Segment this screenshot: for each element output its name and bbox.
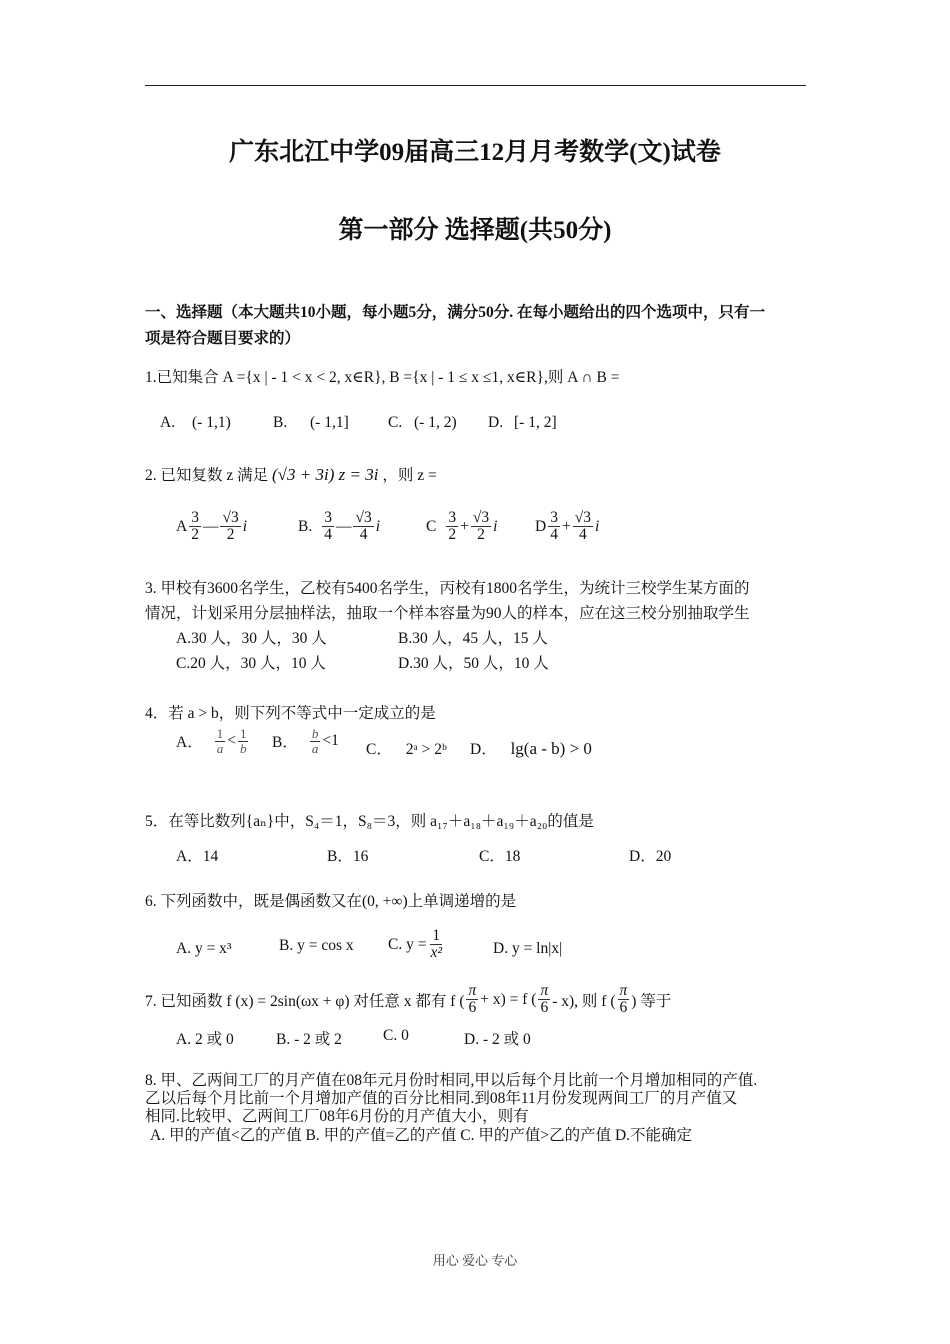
- q2-a-i: i: [242, 517, 248, 535]
- q3-option-d: D.30 人，50 人，10 人: [398, 655, 549, 672]
- q2-label-c: C: [426, 517, 437, 535]
- q4-b-lt1: <1: [322, 732, 339, 750]
- q2-d-frac1: $\frac{3}{4}$: [550, 509, 558, 544]
- question-3-line1: 3. 甲校有3600名学生，乙校有5400名学生，丙校有1800名学生，为统计三校学生某方面的: [145, 580, 750, 597]
- q2-label-a: A: [176, 517, 188, 535]
- question-3-line2: 情况，计划采用分层抽样法，抽取一个样本容量为90人的样本，应在这三校分别抽取学生: [145, 605, 750, 622]
- q7-stem-part3: - x), 则 f (: [552, 992, 616, 1010]
- q7-option-b: B. - 2 或 2: [276, 1031, 342, 1048]
- q2-stem-tail: ，则 z =: [382, 467, 437, 484]
- q5-option-b: B．16: [327, 848, 369, 865]
- q2-a-frac2: $\frac{√3}{2}$: [222, 509, 239, 544]
- q4-b-frac: $\frac{b}{a}$: [311, 726, 319, 756]
- q2-c-frac1: $\frac{3}{2}$: [448, 509, 457, 544]
- q5-option-c: C．18: [479, 848, 521, 865]
- q2-b-i: i: [375, 517, 381, 535]
- q1-label-a: A.: [160, 414, 176, 431]
- q1-option-c: (- 1, 2): [414, 414, 457, 431]
- q2-b-minus: —: [335, 517, 352, 535]
- q6-option-c: [388, 928, 446, 962]
- section-instruction-line2: 项是符合题目要求的）: [145, 330, 301, 347]
- q4-d-expr: lg(a - b) > 0: [510, 739, 592, 758]
- q4-option-c: [366, 737, 447, 759]
- question-2-stem: [145, 463, 437, 485]
- q7-stem-part1: 7. 已知函数 f (x) = 2sin(ωx + φ) 对任意 x 都有 f (: [145, 992, 465, 1010]
- q6-c-frac: $\frac{1}{\text{x²}}$: [430, 927, 442, 962]
- question-8-line3: 相同.比较甲、乙两间工厂08年6月份的月产值大小，则有: [145, 1108, 529, 1125]
- q4-a-lt: <: [227, 732, 236, 750]
- q5-option-d: D．20: [629, 848, 672, 865]
- question-8-line2: 乙以后每个月比前一个月增加产值的百分比相同.到08年11月份发现两间工厂的月产值又: [145, 1090, 738, 1107]
- question-5-stem: 5．在等比数列{aₙ}中，S₄＝1，S₈＝3，则 a₁₇＋a₁₈＋a₁₉＋a₂₀的值是: [145, 813, 594, 830]
- page-subtitle: 第一部分 选择题(共50分): [338, 217, 612, 244]
- q2-d-plus: +: [561, 517, 571, 535]
- q1-label-d: D.: [488, 414, 504, 431]
- q1-option-b: (- 1,1]: [310, 414, 349, 431]
- q4-label-b: B．: [272, 734, 298, 752]
- q4-option-a: [176, 727, 250, 755]
- q3-option-b: B.30 人，45 人，15 人: [398, 630, 548, 647]
- section-instruction-line1: 一、选择题（本大题共10小题，每小题5分，满分50分. 在每小题给出的四个选项中，只有一: [145, 304, 766, 321]
- page-footer: 用心 爱心 专心: [432, 1253, 518, 1268]
- q7-stem-part2: + x) = f (: [480, 990, 537, 1008]
- question-8-line1: 8. 甲、乙两间工厂的月产值在08年元月份时相同,甲以后每个月比前一个月增加相同的产值.: [145, 1072, 758, 1089]
- q2-option-c: [426, 510, 497, 544]
- q1-option-a: (- 1,1): [192, 414, 231, 431]
- page-title: 广东北江中学09届高三12月月考数学(文)试卷: [229, 139, 721, 166]
- q6-option-d: D. y = ln|x|: [493, 940, 563, 957]
- q7-frac1: $\frac{\pi}{6}$: [468, 982, 477, 1017]
- q2-a-frac1: $\frac{3}{2}$: [191, 509, 199, 544]
- q2-a-minus: —: [202, 517, 219, 535]
- q2-c-plus: +: [460, 517, 469, 535]
- q2-option-a: [176, 510, 247, 544]
- q7-frac2: $\frac{\pi}{6}$: [540, 982, 549, 1017]
- q2-b-frac1: $\frac{3}{4}$: [324, 509, 332, 544]
- q4-option-b: [272, 727, 339, 755]
- q2-label-b: B.: [298, 517, 313, 535]
- q7-stem-part4: ) 等于: [631, 992, 672, 1010]
- q6-c-label: C. y =: [388, 935, 427, 953]
- q2-c-i: i: [493, 517, 498, 535]
- top-rule: [145, 85, 806, 86]
- q2-d-frac2: $\frac{√3}{4}$: [574, 509, 591, 544]
- q2-option-d: [535, 510, 599, 544]
- q4-option-d: [470, 737, 592, 759]
- q5-option-a: A．14: [176, 848, 219, 865]
- q7-option-d: D. - 2 或 0: [464, 1031, 531, 1048]
- q4-label-d: D．: [470, 741, 497, 758]
- question-1-stem: 1.已知集合 A ={x | - 1 < x < 2, x∈R}, B ={x | - 1 ≤ x ≤1, x∈R},则 A ∩ B =: [145, 369, 620, 386]
- q2-b-frac2: $\frac{√3}{4}$: [355, 509, 372, 544]
- question-7-stem: [145, 983, 671, 1017]
- q1-option-d: [- 1, 2]: [514, 414, 557, 431]
- q3-option-a: A.30 人，30 人，30 人: [176, 630, 327, 647]
- question-4-stem: 4．若 a > b，则下列不等式中一定成立的是: [145, 705, 436, 722]
- q2-label-d: D: [535, 517, 547, 535]
- q2-stem-text: 2. 已知复数 z 满足: [145, 467, 269, 484]
- q2-equation: (√3 + 3i) z = 3i: [272, 465, 379, 484]
- q4-a-frac2: $\frac{1}{b}$: [239, 726, 247, 756]
- q2-d-i: i: [594, 517, 600, 535]
- q2-c-frac2: $\frac{√3}{2}$: [472, 509, 490, 544]
- q4-c-expr: 2ᵃ > 2ᵇ: [405, 741, 447, 758]
- q1-label-c: C.: [388, 414, 403, 431]
- q6-option-b: B. y = cos x: [279, 937, 354, 954]
- q1-label-b: B.: [273, 414, 288, 431]
- q2-option-b: [298, 510, 380, 544]
- question-6-stem: 6. 下列函数中，既是偶函数又在(0, +∞)上单调递增的是: [145, 893, 517, 910]
- q7-frac3: $\frac{\pi}{6}$: [619, 982, 628, 1017]
- q7-option-c: C. 0: [383, 1027, 409, 1044]
- question-8-options: A. 甲的产值<乙的产值 B. 甲的产值=乙的产值 C. 甲的产值>乙的产值 D.不能确定: [150, 1127, 693, 1144]
- q4-a-frac1: $\frac{1}{a}$: [216, 726, 224, 756]
- q7-option-a: A. 2 或 0: [176, 1031, 234, 1048]
- q3-option-c: C.20 人，30 人，10 人: [176, 655, 326, 672]
- q6-option-a: A. y = x³: [176, 940, 232, 957]
- q4-label-c: C．: [366, 741, 392, 758]
- q4-label-a: A．: [176, 734, 203, 752]
